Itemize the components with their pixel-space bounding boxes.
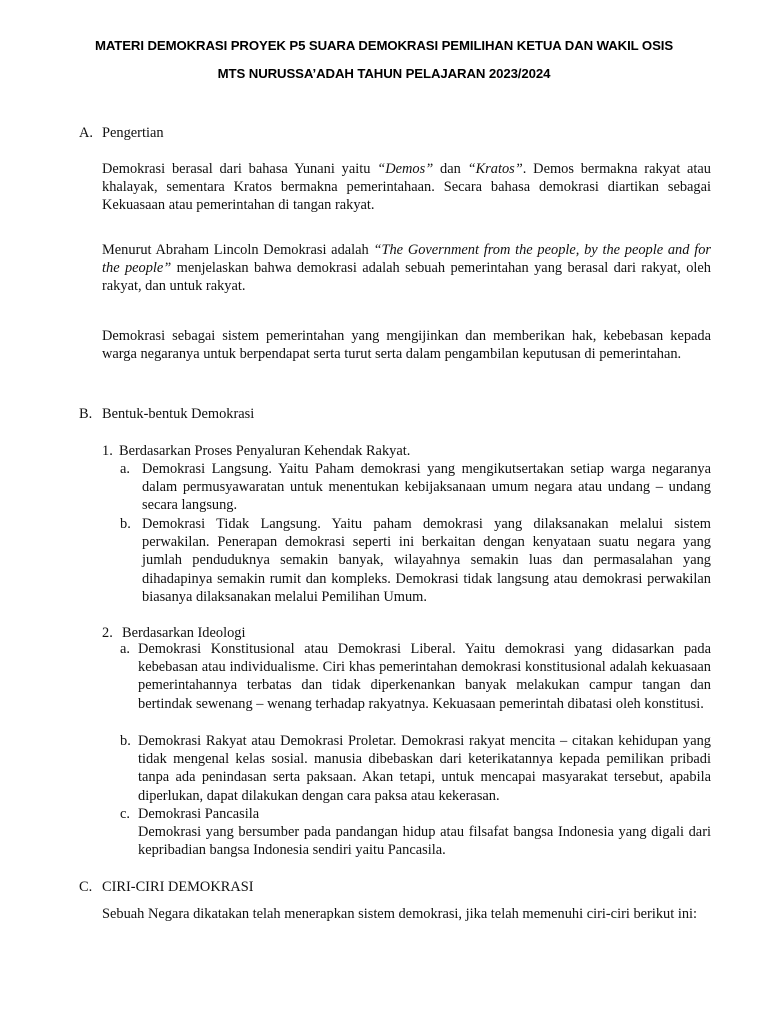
sub2-number: 2.: [102, 625, 113, 641]
section-a-heading: Pengertian: [102, 125, 164, 141]
section-a-paragraph-1: [102, 160, 711, 215]
section-a-letter: A.: [79, 125, 93, 141]
text-run: . Demos bermakna rakyat atau khalayak, sementara Kratos bermakna pemerintahaan. Secara bahasa demokrasi diartikan sebagai Kekuasaan atau pemerintahan di tangan rakyat.: [102, 161, 711, 214]
sub1-a-label: a.: [120, 461, 130, 477]
section-c-heading: CIRI-CIRI DEMOKRASI: [102, 879, 254, 895]
sub2-c-label: c.: [120, 806, 130, 822]
text-run: Demokrasi berasal dari bahasa Yunani yaitu: [102, 161, 378, 177]
section-b-letter: B.: [79, 406, 93, 422]
text-run: Menurut Abraham Lincoln Demokrasi adalah: [102, 242, 374, 258]
sub1-heading: Berdasarkan Proses Penyaluran Kehendak Rakyat.: [119, 443, 411, 459]
sub1-b-text: Demokrasi Tidak Langsung. Yaitu paham demokrasi yang dilaksanakan melalui sistem perwakilan. Penerapan demokrasi seperti ini berkaitan dengan kenyataan suatu negara yang jumlah penduduknya semakin banyak, wilayahnya semakin luas dan permasalahan yang dihadapinya semakin rumit dan kompleks. Demokrasi tidak langsung atau demokrasi perwakilan biasanya dilaksanakan melalui Pemilihan Umum.: [142, 516, 711, 605]
text-run: menjelaskan bahwa demokrasi adalah sebuah pemerintahan yang berasal dari rakyat, oleh rakyat, dan untuk rakyat.: [102, 260, 711, 295]
document-title-line1: MATERI DEMOKRASI PROYEK P5 SUARA DEMOKRASI PEMILIHAN KETUA DAN WAKIL OSIS: [94, 38, 674, 53]
section-a-paragraph-2: [102, 241, 711, 296]
sub1-b-label: b.: [120, 516, 131, 532]
sub1-a-text: Demokrasi Langsung. Yaitu Paham demokrasi yang mengikutsertakan setiap warga negaranya dalam permusyawaratan untuk menentukan kebijaksanaan umum negara atau undang – undang secara langsung.: [142, 461, 711, 514]
section-c-paragraph-1: Sebuah Negara dikatakan telah menerapkan sistem demokrasi, jika telah memenuhi ciri-ciri berikut ini:: [102, 906, 698, 922]
document-title-line2: MTS NURUSSA’ADAH TAHUN PELAJARAN 2023/2024: [217, 66, 551, 81]
sub2-b-text: Demokrasi Rakyat atau Demokrasi Proletar. Demokrasi rakyat mencita – citakan kehidupan yang tidak mengenal kelas sosial. manusia dibebaskan dari keterikatannya kepada pemilikan pribadi tanpa ada penindasan serta paksaan. Akan tetapi, untuk mencapai masyarakat tersebut, apabila diperlukan, dapat dilakukan dengan cara paksa atau kekerasan.: [138, 733, 711, 804]
section-a-paragraph-3: Demokrasi sebagai sistem pemerintahan yang mengijinkan dan memberikan hak, kebebasan kepada warga negaranya untuk berpendapat serta turut serta dalam pengambilan keputusan di pemerintahan.: [102, 328, 711, 363]
sub2-a-label: a.: [120, 641, 130, 657]
sub2-c-text: Demokrasi yang bersumber pada pandangan hidup atau filsafat bangsa Indonesia yang digali dari kepribadian bangsa Indonesia sendiri yaitu Pancasila.: [138, 824, 711, 859]
section-b-heading: Bentuk-bentuk Demokrasi: [102, 406, 255, 422]
term-demos: “Demos”: [377, 161, 434, 177]
lincoln-quote: “The Government from the people, by the people and for the people”: [102, 242, 711, 277]
section-c-letter: C.: [79, 879, 93, 895]
sub2-c-heading: Demokrasi Pancasila: [138, 806, 260, 822]
sub2-a-text: Demokrasi Konstitusional atau Demokrasi Liberal. Yaitu demokrasi yang didasarkan pada kebebasan atau individualisme. Ciri khas pemerintahan demokrasi konstitusional adalah kekuasaan pemerintahannya terbatas dan tidak diperkenankan banyak melakukan campur tangan dan bertindak sewenang – wenang terhadap rakyatnya. Kekuasaan pemerintah dibatasi oleh konstitusi.: [138, 641, 711, 712]
term-kratos: “Kratos”: [467, 161, 523, 177]
sub2-heading: Berdasarkan Ideologi: [122, 625, 246, 641]
text-run: dan: [433, 161, 468, 177]
sub2-b-label: b.: [120, 733, 131, 749]
sub1-number: 1.: [102, 443, 113, 459]
